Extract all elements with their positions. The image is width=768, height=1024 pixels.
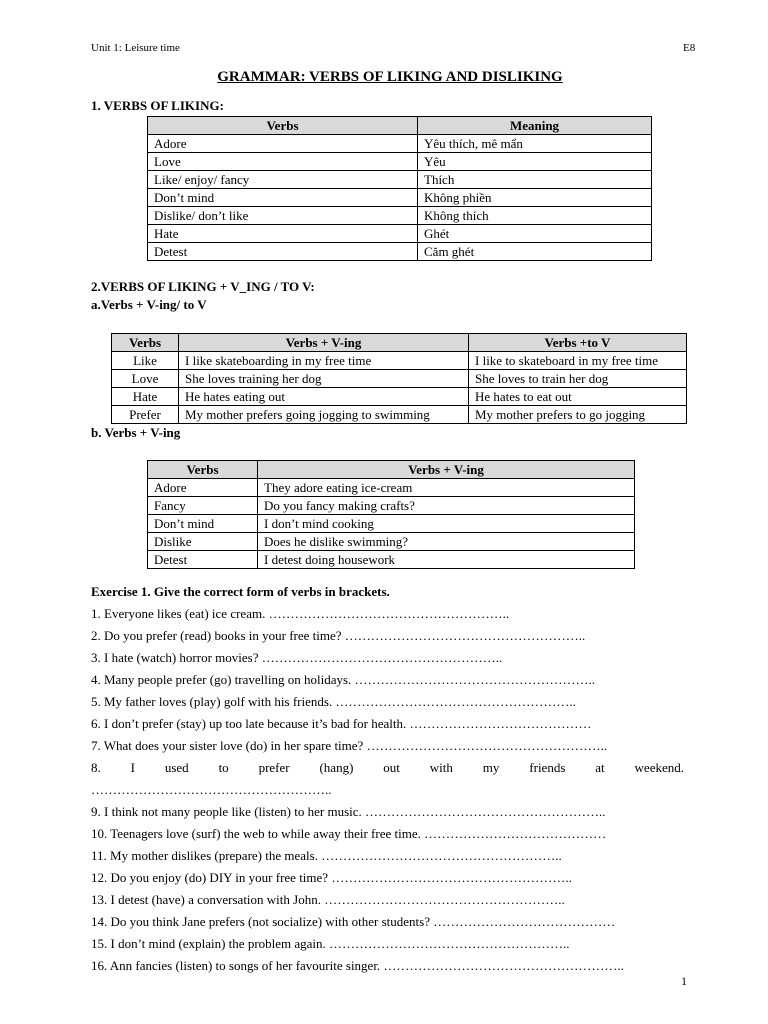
table-cell: My mother prefers to go jogging (469, 406, 687, 424)
verbs-ving-row (148, 515, 635, 533)
col-header-verbs: Verbs (148, 461, 258, 479)
table-cell: Dislike/ don’t like (148, 207, 418, 225)
exercise-item: 1. Everyone likes (eat) ice cream. ……………………………………………….. (91, 606, 510, 621)
table-cell: Fancy (148, 497, 258, 515)
table-cell: Like (112, 352, 179, 370)
col-header-verbs: Verbs (112, 334, 179, 352)
exercise-item: 11. My mother dislikes (prepare) the meals. ……………………………………………….. (91, 848, 562, 863)
exercise-item: 5. My father loves (play) golf with his friends. ……………………………………………….. (91, 694, 576, 709)
table-cell: Yêu thích, mê mẩn (418, 135, 652, 153)
table-cell: Don’t mind (148, 515, 258, 533)
exercise-item: 10. Teenagers love (surf) the web to while away their free time. …………………………………… (91, 826, 607, 841)
verbs-of-liking-row (148, 243, 652, 261)
exercise-item: 4. Many people prefer (go) travelling on holidays. ……………………………………………….. (91, 672, 596, 687)
table-cell: Do you fancy making crafts? (258, 497, 635, 515)
table-cell: He hates eating out (179, 388, 469, 406)
verbs-ving-table (147, 460, 635, 569)
table-cell: I like to skateboard in my free time (469, 352, 687, 370)
exercise-word: out (383, 760, 400, 775)
table-cell: Prefer (112, 406, 179, 424)
section2-heading: 2.VERBS OF LIKING + V_ING / TO V: (91, 279, 315, 294)
verbs-ving-row (148, 551, 635, 569)
table-cell: Love (112, 370, 179, 388)
table-cell: She loves training her dog (179, 370, 469, 388)
exercise-item: 9. I think not many people like (listen) to her music. ……………………………………………….. (91, 804, 606, 819)
table-cell: Không thích (418, 207, 652, 225)
table-cell: Detest (148, 551, 258, 569)
table-cell: Adore (148, 135, 418, 153)
table-cell: Căm ghét (418, 243, 652, 261)
exercise-word: 8. (91, 760, 101, 775)
table-cell: Don’t mind (148, 189, 418, 207)
exercise-word: used (164, 760, 189, 775)
verbs-of-liking-row (148, 135, 652, 153)
exercise-word: at (595, 760, 605, 775)
table-cell: Like/ enjoy/ fancy (148, 171, 418, 189)
table-cell: Không phiền (418, 189, 652, 207)
col-header-ving: Verbs + V-ing (258, 461, 635, 479)
exercise-item: 16. Ann fancies (listen) to songs of her favourite singer. ……………………………………………….. (91, 958, 624, 973)
table-cell: Hate (112, 388, 179, 406)
exercise-word: I (130, 760, 135, 775)
exercise-word: weekend. (634, 760, 684, 775)
table-cell: Hate (148, 225, 418, 243)
page-title: GRAMMAR: VERBS OF LIKING AND DISLIKING (217, 69, 563, 85)
verbs-ving-tov-row (112, 406, 687, 424)
verbs-ving-tov-table (111, 333, 687, 424)
exercise-word: to (218, 760, 229, 775)
table-cell: Thích (418, 171, 652, 189)
table-cell: Dislike (148, 533, 258, 551)
page-number: 1 (681, 974, 687, 988)
verbs-of-liking-table (147, 116, 652, 261)
verbs-ving-tov-row (112, 370, 687, 388)
table-cell: My mother prefers going jogging to swimming (179, 406, 469, 424)
table-cell: Adore (148, 479, 258, 497)
col-header-ving: Verbs + V-ing (179, 334, 469, 352)
table-cell: They adore eating ice-cream (258, 479, 635, 497)
exercise-item: 15. I don’t mind (explain) the problem again. ……………………………………………….. (91, 936, 570, 951)
table-cell: I detest doing housework (258, 551, 635, 569)
exercise-item: 13. I detest (have) a conversation with John. ……………………………………………….. (91, 892, 565, 907)
header-grade: E8 (683, 42, 696, 54)
table-cell: Ghét (418, 225, 652, 243)
verbs-of-liking-row (148, 153, 652, 171)
verbs-of-liking-row (148, 189, 652, 207)
verbs-ving-row (148, 497, 635, 515)
exercise-word: prefer (258, 760, 290, 775)
header-unit: Unit 1: Leisure time (91, 42, 180, 54)
exercise-item: 7. What does your sister love (do) in her spare time? ……………………………………………….. (91, 738, 608, 753)
table-cell: Detest (148, 243, 418, 261)
col-header-verbs: Verbs (148, 117, 418, 135)
table-cell: Does he dislike swimming? (258, 533, 635, 551)
section2a-heading: a.Verbs + V-ing/ to V (91, 297, 207, 312)
col-header-tov: Verbs +to V (469, 334, 687, 352)
col-header-meaning: Meaning (418, 117, 652, 135)
table-cell: He hates to eat out (469, 388, 687, 406)
verbs-ving-tov-row (112, 388, 687, 406)
section2b-heading: b. Verbs + V-ing (91, 425, 181, 440)
verbs-of-liking-row (148, 207, 652, 225)
verbs-ving-tov-row (112, 352, 687, 370)
verbs-ving-row (148, 479, 635, 497)
exercise-item: 12. Do you enjoy (do) DIY in your free time? ……………………………………………….. (91, 870, 572, 885)
table-cell: I like skateboarding in my free time (179, 352, 469, 370)
exercise-word: friends (529, 760, 566, 775)
exercise-word: (hang) (319, 760, 354, 775)
section1-heading: 1. VERBS OF LIKING: (91, 98, 224, 113)
exercise-item: 3. I hate (watch) horror movies? ……………………………………………….. (91, 650, 503, 665)
exercise-word: with (429, 760, 453, 775)
exercise-item: 2. Do you prefer (read) books in your free time? ……………………………………………….. (91, 628, 586, 643)
exercise-item: 6. I don’t prefer (stay) up too late because it’s bad for health. …………………………………… (91, 716, 592, 731)
exercise-heading: Exercise 1. Give the correct form of verbs in brackets. (91, 584, 390, 599)
exercise-item: 14. Do you think Jane prefers (not socialize) with other students? …………………………………… (91, 914, 616, 929)
table-cell: Love (148, 153, 418, 171)
verbs-ving-row (148, 533, 635, 551)
exercise-word: my (482, 760, 500, 775)
verbs-of-liking-row (148, 171, 652, 189)
verbs-of-liking-row (148, 225, 652, 243)
table-cell: Yêu (418, 153, 652, 171)
table-cell: I don’t mind cooking (258, 515, 635, 533)
exercise-answer-line: ……………………………………………….. (91, 782, 332, 797)
exercise-item (91, 760, 684, 776)
table-cell: She loves to train her dog (469, 370, 687, 388)
